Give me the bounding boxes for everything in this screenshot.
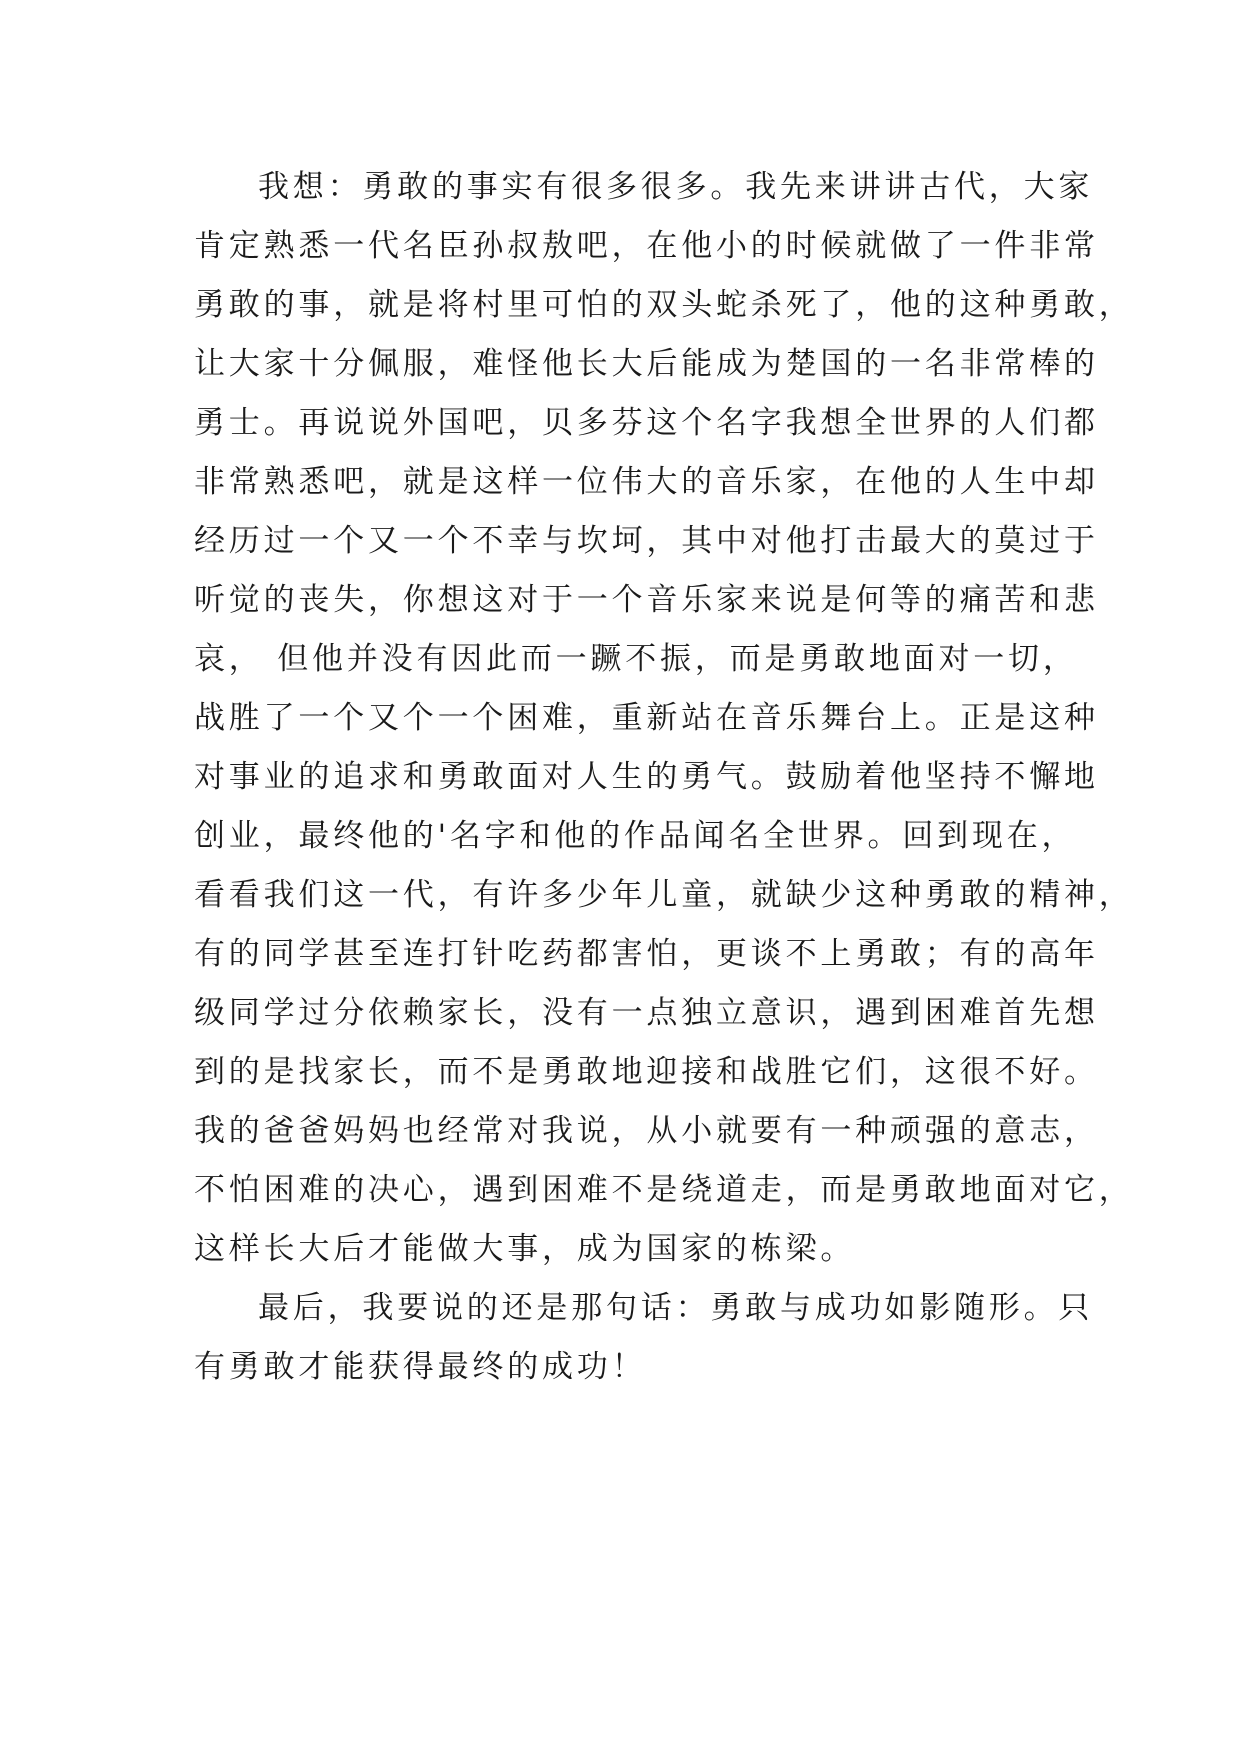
- text-line: 我想：勇敢的事实有很多很多。我先来讲讲古代，大家: [258, 169, 1094, 205]
- text-line: 哀， 但他并没有因此而一蹶不振，而是勇敢地面对一切，: [194, 641, 1078, 677]
- text-line: 对事业的追求和勇敢面对人生的勇气。鼓励着他坚持不懈地: [194, 759, 1099, 795]
- text-line: 这样长大后才能做大事，成为国家的栋梁。: [194, 1231, 856, 1267]
- text-line: 不怕困难的决心，遇到困难不是绕道走，而是勇敢地面对它，: [194, 1172, 1134, 1208]
- text-line: 勇士。再说说外国吧，贝多芬这个名字我想全世界的人们都: [194, 405, 1099, 441]
- text-line: 级同学过分依赖家长，没有一点独立意识，遇到困难首先想: [194, 995, 1099, 1031]
- paragraph-1: [194, 158, 1134, 1279]
- text-line: 让大家十分佩服，难怪他长大后能成为楚国的一名非常棒的: [194, 346, 1099, 382]
- text-line: 经历过一个又一个不幸与坎坷，其中对他打击最大的莫过于: [194, 523, 1099, 559]
- text-line: 创业，最终他的'名字和他的作品闻名全世界。回到现在，: [194, 818, 1077, 854]
- paragraph-2: [194, 1279, 1094, 1397]
- text-line: 肯定熟悉一代名臣孙叔敖吧，在他小的时候就做了一件非常: [194, 228, 1099, 264]
- text-line: 我的爸爸妈妈也经常对我说，从小就要有一种顽强的意志，: [194, 1113, 1099, 1149]
- text-line: 最后，我要说的还是那句话：勇敢与成功如影随形。只: [258, 1290, 1094, 1326]
- text-line: 有勇敢才能获得最终的成功！: [194, 1349, 647, 1385]
- text-line: 听觉的丧失，你想这对于一个音乐家来说是何等的痛苦和悲: [194, 582, 1099, 618]
- text-line: 看看我们这一代，有许多少年儿童，就缺少这种勇敢的精神，: [194, 877, 1134, 913]
- text-line: 勇敢的事，就是将村里可怕的双头蛇杀死了，他的这种勇敢，: [194, 287, 1134, 323]
- text-line: 非常熟悉吧，就是这样一位伟大的音乐家，在他的人生中却: [194, 464, 1099, 500]
- text-line: 战胜了一个又个一个困难，重新站在音乐舞台上。正是这种: [194, 700, 1099, 736]
- body-text: [194, 158, 1134, 1397]
- text-line: 到的是找家长，而不是勇敢地迎接和战胜它们，这很不好。: [194, 1054, 1099, 1090]
- text-line: 有的同学甚至连打针吃药都害怕，更谈不上勇敢；有的高年: [194, 936, 1099, 972]
